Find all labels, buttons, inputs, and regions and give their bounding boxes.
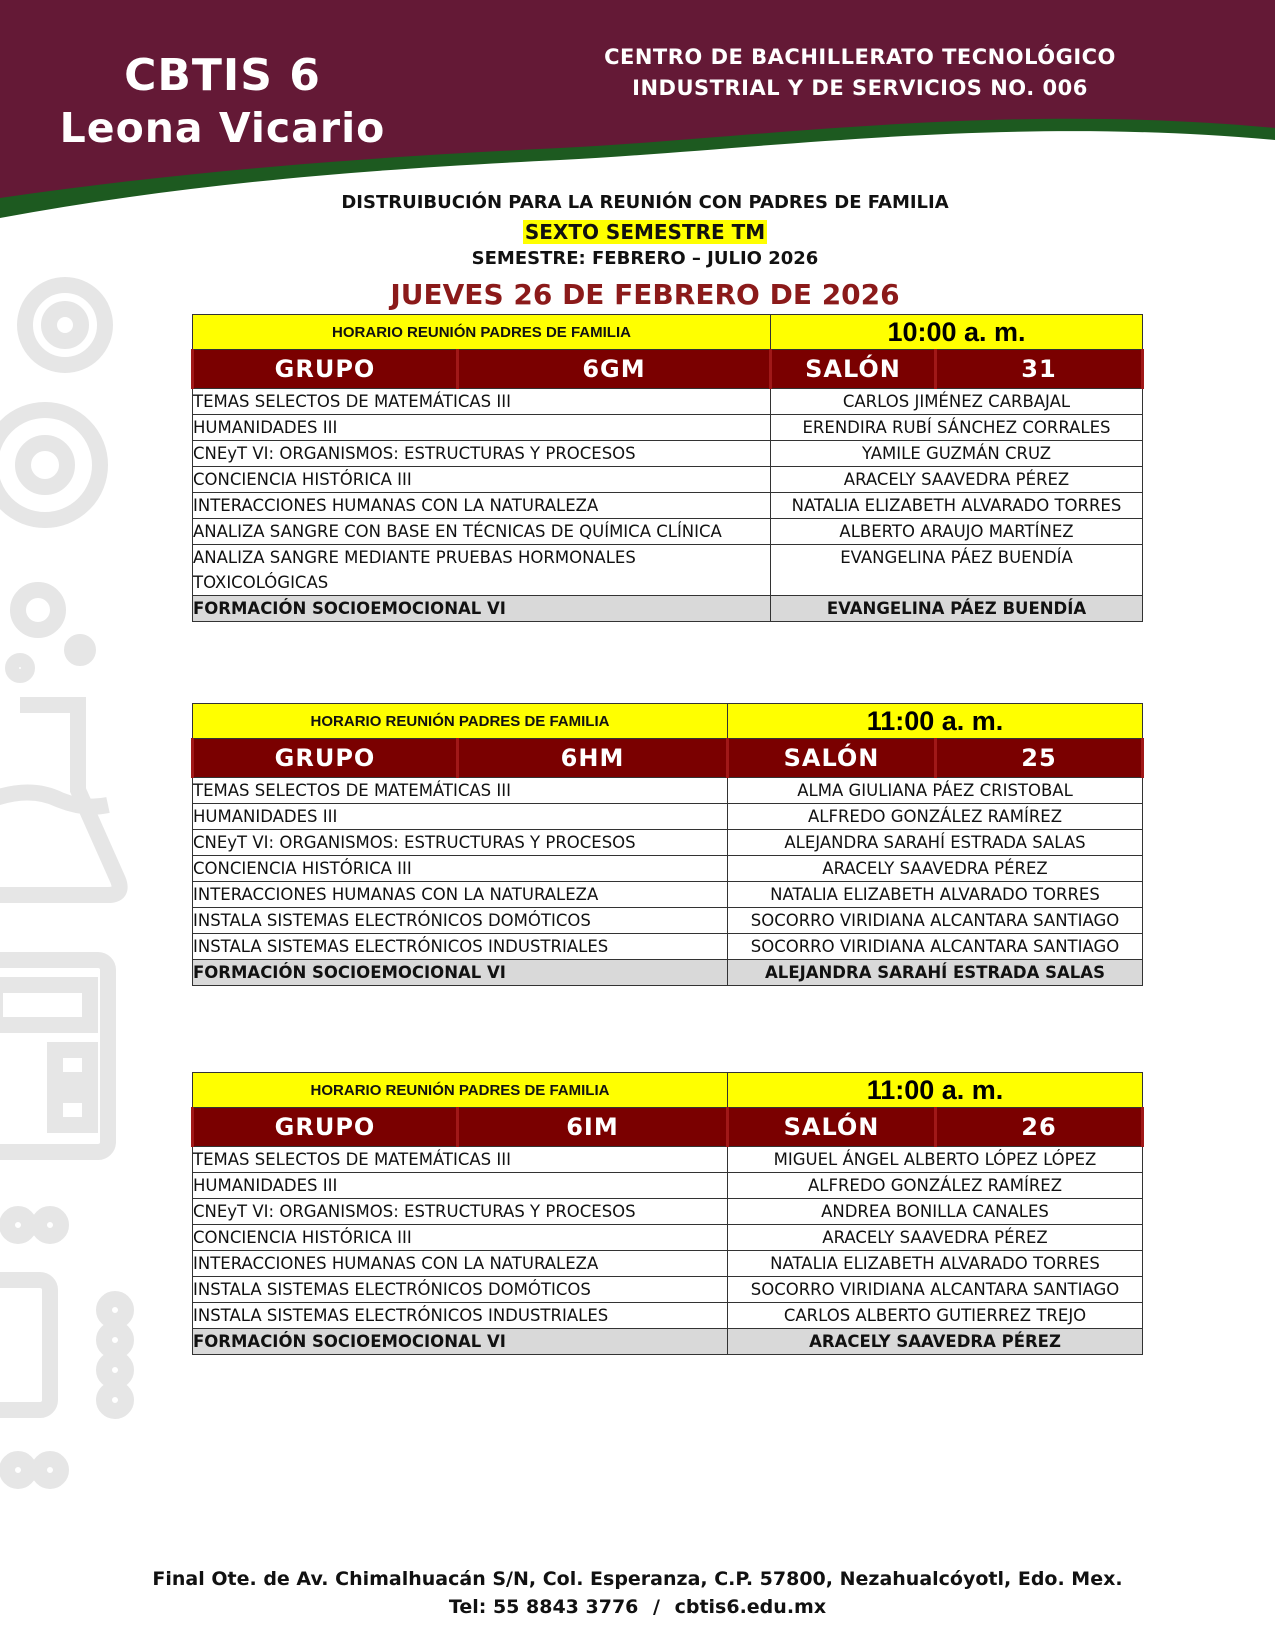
meeting-time: 11:00 a. m. bbox=[728, 704, 1143, 739]
table-row: CONCIENCIA HISTÓRICA III ARACELY SAAVEDRA PÉREZ bbox=[193, 1225, 1143, 1251]
table-row: INSTALA SISTEMAS ELECTRÓNICOS DOMÓTICOS SOCORRO VIRIDIANA ALCANTARA SANTIAGO bbox=[193, 1277, 1143, 1303]
footer-contact bbox=[0, 1596, 1275, 1618]
room-label: SALÓN bbox=[728, 739, 936, 778]
group-label: GRUPO bbox=[193, 1108, 458, 1147]
room-value: 25 bbox=[936, 739, 1143, 778]
table-row: HUMANIDADES III ERENDIRA RUBÍ SÁNCHEZ CORRALES bbox=[193, 415, 1143, 441]
room-label: SALÓN bbox=[771, 350, 936, 389]
document-title: DISTRUIBUCIÓN PARA LA REUNIÓN CON PADRES DE FAMILIA bbox=[341, 192, 949, 213]
table-row: TEMAS SELECTOS DE MATEMÁTICAS III ALMA GIULIANA PÁEZ CRISTOBAL bbox=[193, 778, 1143, 804]
room-label: SALÓN bbox=[728, 1108, 936, 1147]
table-row-highlighted: FORMACIÓN SOCIOEMOCIONAL VI ARACELY SAAVEDRA PÉREZ bbox=[193, 1329, 1143, 1355]
table-row: INSTALA SISTEMAS ELECTRÓNICOS DOMÓTICOS SOCORRO VIRIDIANA ALCANTARA SANTIAGO bbox=[193, 908, 1143, 934]
table-row: HUMANIDADES III ALFREDO GONZÁLEZ RAMÍREZ bbox=[193, 804, 1143, 830]
footer-website[interactable]: cbtis6.edu.mx bbox=[674, 1596, 827, 1618]
table-row: INSTALA SISTEMAS ELECTRÓNICOS INDUSTRIALES CARLOS ALBERTO GUTIERREZ TREJO bbox=[193, 1303, 1143, 1329]
meeting-schedule-label: HORARIO REUNIÓN PADRES DE FAMILIA bbox=[193, 1073, 728, 1108]
table-row: ANALIZA SANGRE MEDIANTE PRUEBAS HORMONALES TOXICOLÓGICAS EVANGELINA PÁEZ BUENDÍA bbox=[193, 545, 1143, 596]
table-row: HUMANIDADES III ALFREDO GONZÁLEZ RAMÍREZ bbox=[193, 1173, 1143, 1199]
group-label: GRUPO bbox=[193, 350, 458, 389]
schedule-table-6hm bbox=[191, 703, 1144, 986]
table-row: INTERACCIONES HUMANAS CON LA NATURALEZA NATALIA ELIZABETH ALVARADO TORRES bbox=[193, 493, 1143, 519]
room-value: 26 bbox=[936, 1108, 1143, 1147]
table-row: CNEyT VI: ORGANISMOS: ESTRUCTURAS Y PROCESOS ALEJANDRA SARAHÍ ESTRADA SALAS bbox=[193, 830, 1143, 856]
table-row-highlighted: FORMACIÓN SOCIOEMOCIONAL VI EVANGELINA PÁEZ BUENDÍA bbox=[193, 596, 1143, 622]
meeting-date: JUEVES 26 DE FEBRERO DE 2026 bbox=[390, 278, 900, 311]
footer-separator: / bbox=[653, 1596, 660, 1618]
meeting-schedule-label: HORARIO REUNIÓN PADRES DE FAMILIA bbox=[193, 704, 728, 739]
circuit-icon bbox=[0, 1280, 50, 1410]
meeting-time: 11:00 a. m. bbox=[728, 1073, 1143, 1108]
institution-name: CENTRO DE BACHILLERATO TECNOLÓGICO INDUSTRIAL Y DE SERVICIOS NO. 006 bbox=[604, 45, 1116, 100]
group-value: 6IM bbox=[458, 1108, 728, 1147]
table-row: INSTALA SISTEMAS ELECTRÓNICOS INDUSTRIALES SOCORRO VIRIDIANA ALCANTARA SANTIAGO bbox=[193, 934, 1143, 960]
brand-subtitle: Leona Vicario bbox=[59, 104, 386, 152]
table-row-highlighted: FORMACIÓN SOCIOEMOCIONAL VI ALEJANDRA SARAHÍ ESTRADA SALAS bbox=[193, 960, 1143, 986]
bubble-icon bbox=[18, 590, 58, 630]
schedule-table-6gm bbox=[191, 314, 1144, 622]
group-value: 6GM bbox=[458, 350, 771, 389]
table-row: CONCIENCIA HISTÓRICA III ARACELY SAAVEDRA PÉREZ bbox=[193, 467, 1143, 493]
table-row: CNEyT VI: ORGANISMOS: ESTRUCTURAS Y PROCESOS YAMILE GUZMÁN CRUZ bbox=[193, 441, 1143, 467]
table-row: TEMAS SELECTOS DE MATEMÁTICAS III MIGUEL ÁNGEL ALBERTO LÓPEZ LÓPEZ bbox=[193, 1147, 1143, 1173]
group-label: GRUPO bbox=[193, 739, 458, 778]
meeting-time: 10:00 a. m. bbox=[771, 315, 1143, 350]
semester-highlight: SEXTO SEMESTRE TM bbox=[524, 220, 766, 244]
brand-name: CBTIS 6 bbox=[124, 50, 321, 101]
semester-period: SEMESTRE: FEBRERO – JULIO 2026 bbox=[471, 248, 819, 269]
group-value: 6HM bbox=[458, 739, 728, 778]
meeting-schedule-label: HORARIO REUNIÓN PADRES DE FAMILIA bbox=[193, 315, 771, 350]
footer-address: Final Ote. de Av. Chimalhuacán S/N, Col. Esperanza, C.P. 57800, Nezahualcóyotl, Edo. Mex. bbox=[152, 1568, 1123, 1590]
table-row: INTERACCIONES HUMANAS CON LA NATURALEZA NATALIA ELIZABETH ALVARADO TORRES bbox=[193, 1251, 1143, 1277]
table-row: INTERACCIONES HUMANAS CON LA NATURALEZA NATALIA ELIZABETH ALVARADO TORRES bbox=[193, 882, 1143, 908]
table-row: CONCIENCIA HISTÓRICA III ARACELY SAAVEDRA PÉREZ bbox=[193, 856, 1143, 882]
room-value: 31 bbox=[936, 350, 1143, 389]
decorative-science-icons bbox=[0, 270, 140, 1560]
table-row: ANALIZA SANGRE CON BASE EN TÉCNICAS DE QUÍMICA CLÍNICA ALBERTO ARAUJO MARTÍNEZ bbox=[193, 519, 1143, 545]
schedule-table-6im bbox=[191, 1072, 1144, 1355]
footer-phone: Tel: 55 8843 3776 bbox=[448, 1596, 639, 1618]
table-row: TEMAS SELECTOS DE MATEMÁTICAS III CARLOS JIMÉNEZ CARBAJAL bbox=[193, 389, 1143, 415]
table-row: CNEyT VI: ORGANISMOS: ESTRUCTURAS Y PROCESOS ANDREA BONILLA CANALES bbox=[193, 1199, 1143, 1225]
